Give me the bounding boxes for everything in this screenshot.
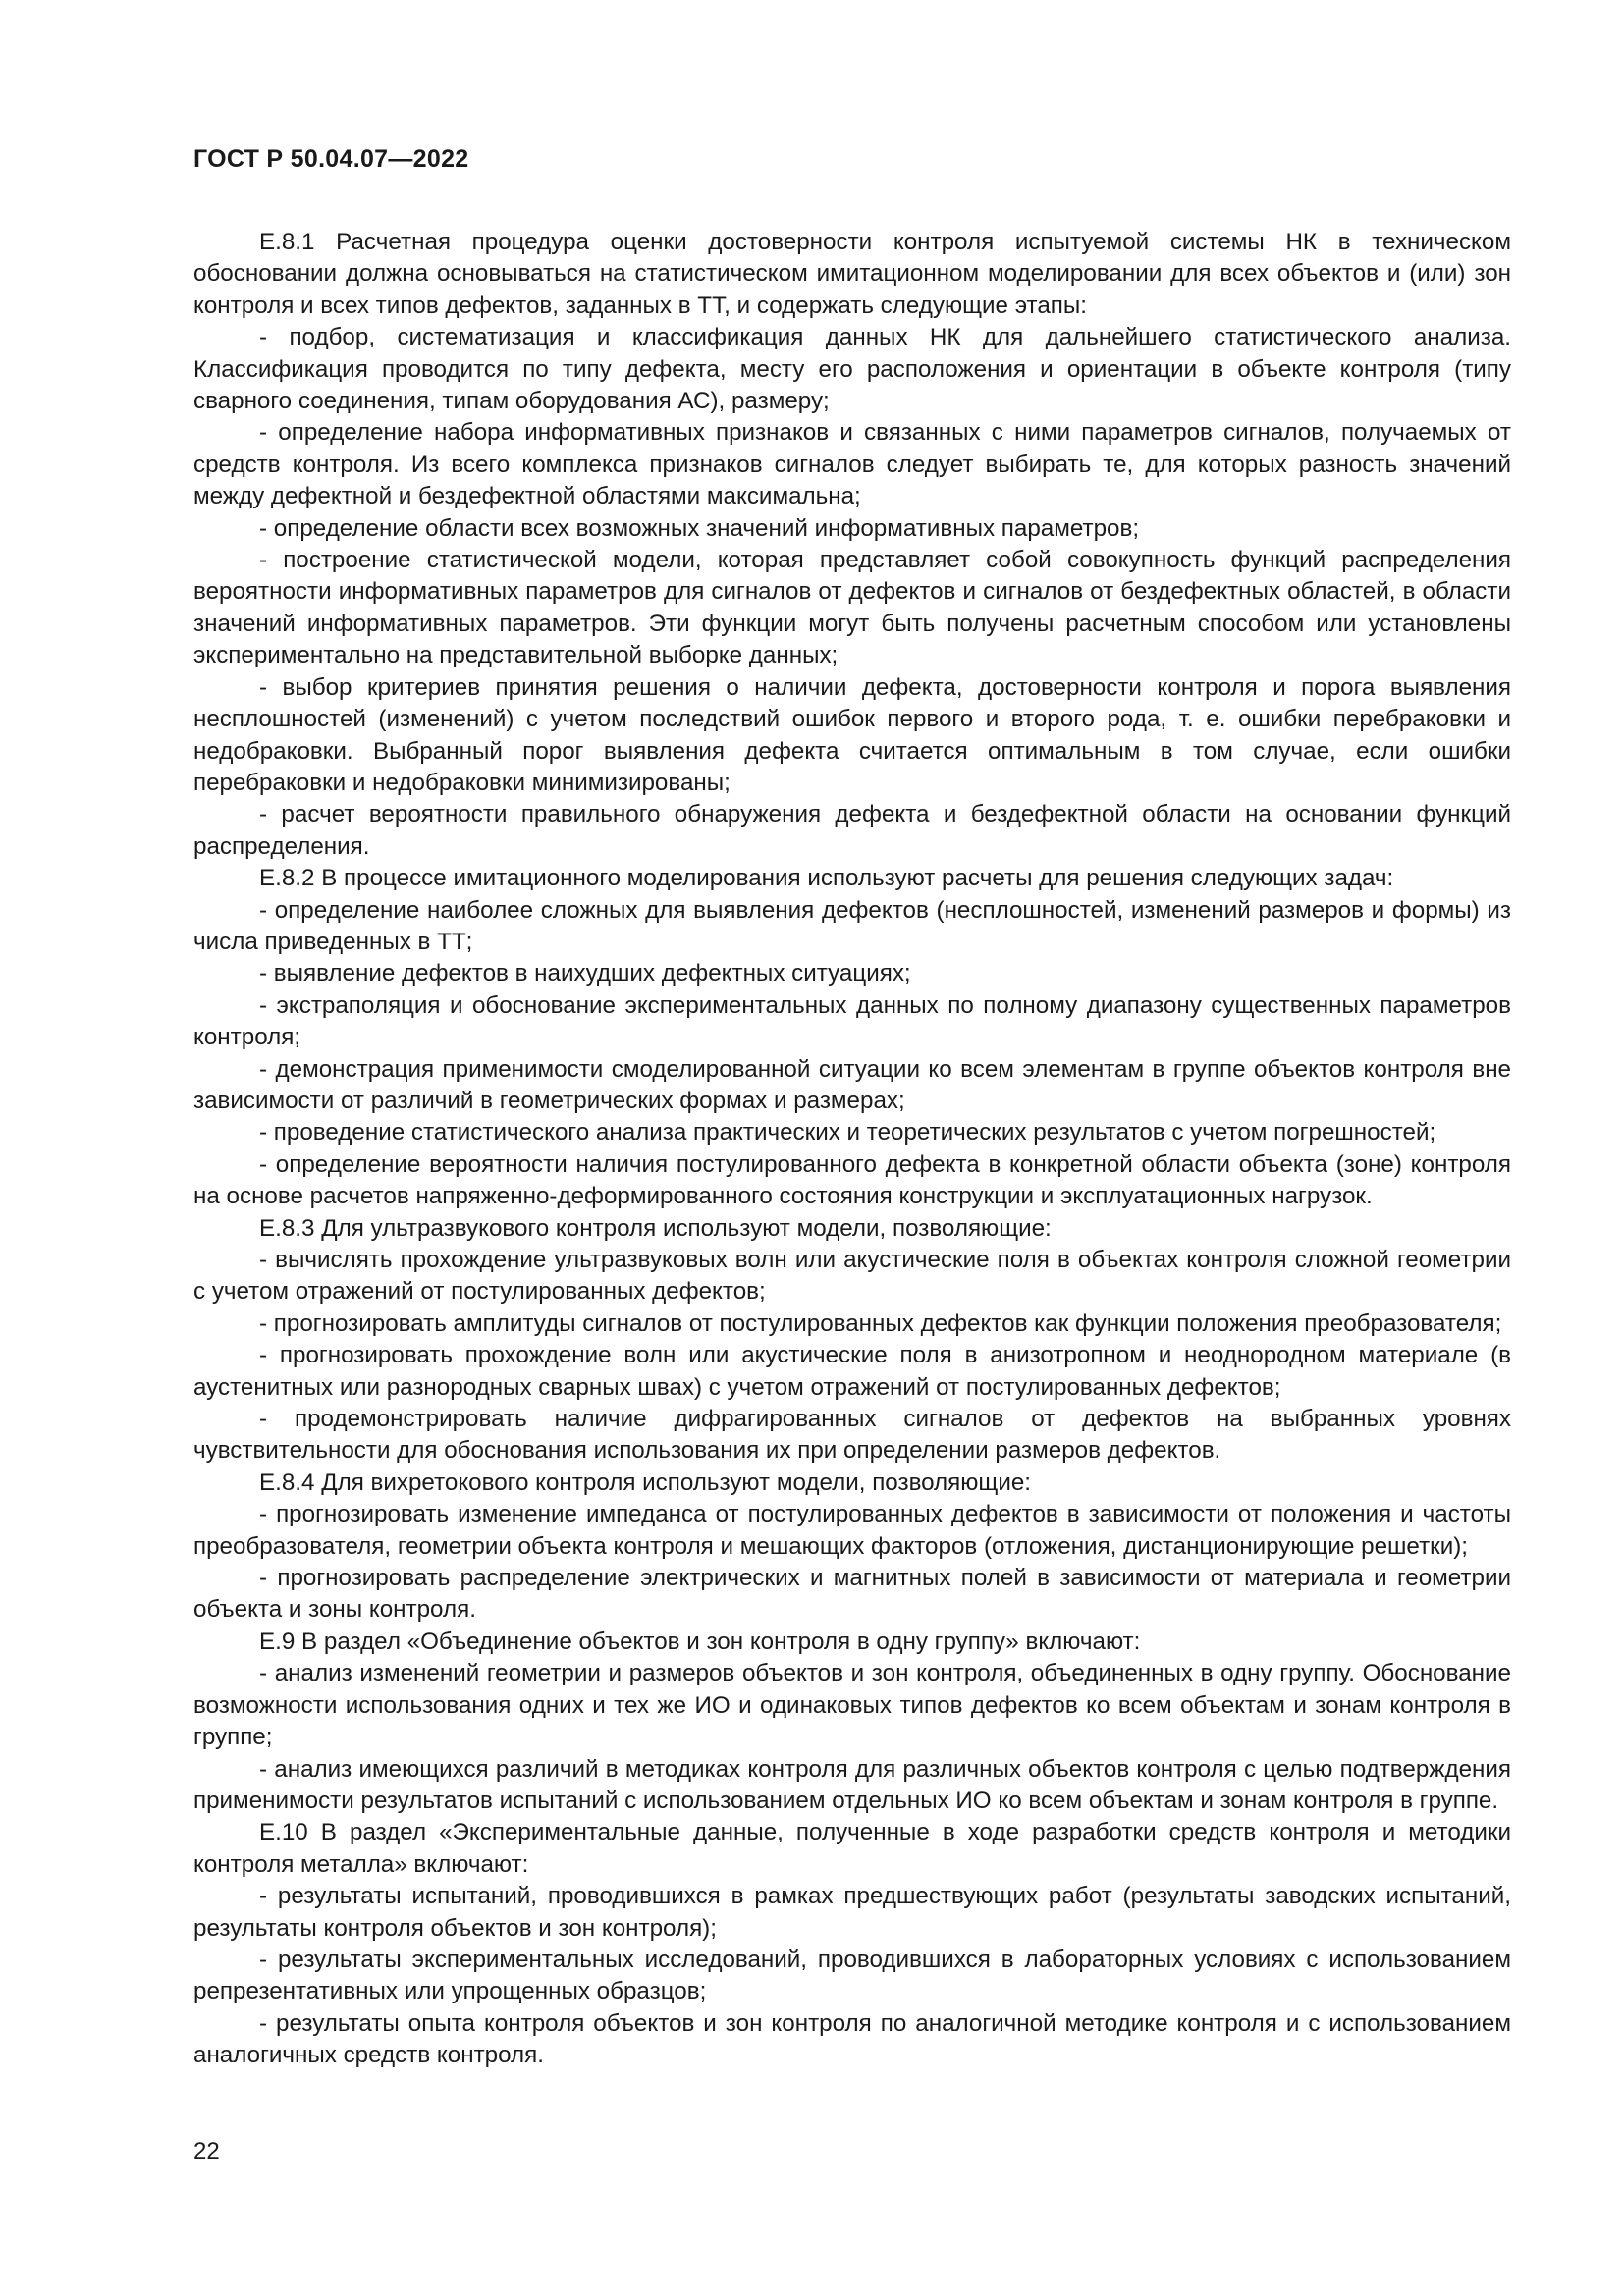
- paragraph: - определение наиболее сложных для выявления дефектов (несплошностей, изменений размеров и формы) из числа приведенных в ТТ;: [193, 896, 1511, 955]
- paragraph: Е.8.2 В процессе имитационного моделирования используют расчеты для решения следующих задач:: [259, 865, 1394, 892]
- paragraph: - определение набора информативных признаков и связанных с ними параметров сигналов, получаемых от средств контроля. Из всего комплекса признаков сигналов следует выбирать те, для которых разность значений между дефектной и бездефектной областями максимальна;: [193, 419, 1511, 510]
- paragraph: - построение статистической модели, которая представляет собой совокупность функций распределения вероятности информативных параметров для сигналов от дефектов и сигналов от бездефектных областей, в области значений информативных параметров. Эти функции могут быть получены расчетным способом или установлены экспериментально на представительной выборке данных;: [193, 547, 1511, 669]
- paragraph: Е.9 В раздел «Объединение объектов и зон контроля в одну группу» включают:: [259, 1628, 1141, 1655]
- paragraph: - результаты опыта контроля объектов и зон контроля по аналогичной методике контроля и с использованием аналогичных средств контроля.: [193, 2009, 1511, 2069]
- page-header-standard-code: ГОСТ Р 50.04.07—2022: [193, 145, 469, 173]
- paragraph: - вычислять прохождение ультразвуковых волн или акустические поля в объектах контроля сложной геометрии с учетом отражений от постулированных дефектов;: [193, 1247, 1511, 1306]
- paragraph: - экстраполяция и обоснование экспериментальных данных по полному диапазону существенных параметров контроля;: [193, 991, 1511, 1051]
- paragraph: - прогнозировать прохождение волн или акустические поля в анизотропном и неоднородном материале (в аустенитных или разнородных сварных швах) с учетом отражений от постулированных дефектов;: [193, 1342, 1511, 1401]
- paragraph: - расчет вероятности правильного обнаружения дефекта и бездефектной области на основании функций распределения.: [193, 801, 1511, 860]
- paragraph: - выбор критериев принятия решения о наличии дефекта, достоверности контроля и порога выявления несплошностей (изменений) с учетом последствий ошибок первого и второго рода, т. е. ошибки перебраковки и недобраковки. Выбранный порог выявления дефекта считается оптимальным в том случае, если ошибки перебраковки и недобраковки минимизированы;: [193, 673, 1511, 796]
- page-number: 22: [193, 2138, 220, 2164]
- paragraph: - результаты экспериментальных исследований, проводившихся в лабораторных условиях с использованием репрезентативных или упрощенных образцов;: [193, 1946, 1511, 2005]
- paragraph: - проведение статистического анализа практических и теоретических результатов с учетом погрешностей;: [259, 1119, 1436, 1147]
- paragraph: - результаты испытаний, проводившихся в рамках предшествующих работ (результаты заводских испытаний, результаты контроля объектов и зон контроля);: [193, 1883, 1511, 1942]
- paragraph: Е.8.1 Расчетная процедура оценки достоверности контроля испытуемой системы НК в техническом обосновании должна основываться на статистическом имитационном моделировании для всех объектов и (или) зон контроля и всех типов дефектов, заданных в ТТ, и содержать следующие этапы:: [193, 229, 1511, 319]
- paragraph: - прогнозировать распределение электрических и магнитных полей в зависимости от материала и геометрии объекта и зоны контроля.: [193, 1565, 1511, 1624]
- paragraph: - прогнозировать изменение импеданса от постулированных дефектов в зависимости от положения и частоты преобразователя, геометрии объекта контроля и мешающих факторов (отложения, дистанционирующие решетки);: [193, 1501, 1511, 1560]
- paragraph: - продемонстрировать наличие дифрагированных сигналов от дефектов на выбранных уровнях чувствительности для обоснования использования их при определении размеров дефектов.: [193, 1406, 1511, 1465]
- paragraph: - прогнозировать амплитуды сигналов от постулированных дефектов как функции положения преобразователя;: [259, 1309, 1502, 1337]
- document-body: [193, 227, 1511, 2072]
- paragraph: - определение области всех возможных значений информативных параметров;: [259, 514, 1140, 542]
- paragraph: - выявление дефектов в наихудших дефектных ситуациях;: [259, 960, 911, 988]
- paragraph: - анализ имеющихся различий в методиках контроля для различных объектов контроля с целью подтверждения применимости результатов испытаний с использованием отдельных ИО ко всем объектам и зонам контроля в группе.: [193, 1755, 1511, 1814]
- paragraph: Е.8.3 Для ультразвукового контроля используют модели, позволяющие:: [259, 1214, 1052, 1242]
- paragraph: - демонстрация применимости смоделированной ситуации ко всем элементам в группе объектов контроля вне зависимости от различий в геометрических формах и размерах;: [193, 1055, 1511, 1114]
- paragraph: Е.8.4 Для вихретокового контроля используют модели, позволяющие:: [259, 1468, 1031, 1496]
- paragraph: - анализ изменений геометрии и размеров объектов и зон контроля, объединенных в одну группу. Обоснование возможности использования одних и тех же ИО и одинаковых типов дефектов ко всем объектам и зонам контроля в группе;: [193, 1660, 1511, 1751]
- paragraph: - подбор, систематизация и классификация данных НК для дальнейшего статистического анализа. Классификация проводится по типу дефекта, месту его расположения и ориентации в объекте контроля (типу сварного соединения, типам оборудования АС), размеру;: [193, 324, 1511, 415]
- paragraph: - определение вероятности наличия постулированного дефекта в конкретной области объекта (зоне) контроля на основе расчетов напряженно-деформированного состояния конструкции и эксплуатационных нагрузок.: [193, 1150, 1511, 1210]
- paragraph: Е.10 В раздел «Экспериментальные данные, полученные в ходе разработки средств контроля и методики контроля металла» включают:: [193, 1819, 1511, 1878]
